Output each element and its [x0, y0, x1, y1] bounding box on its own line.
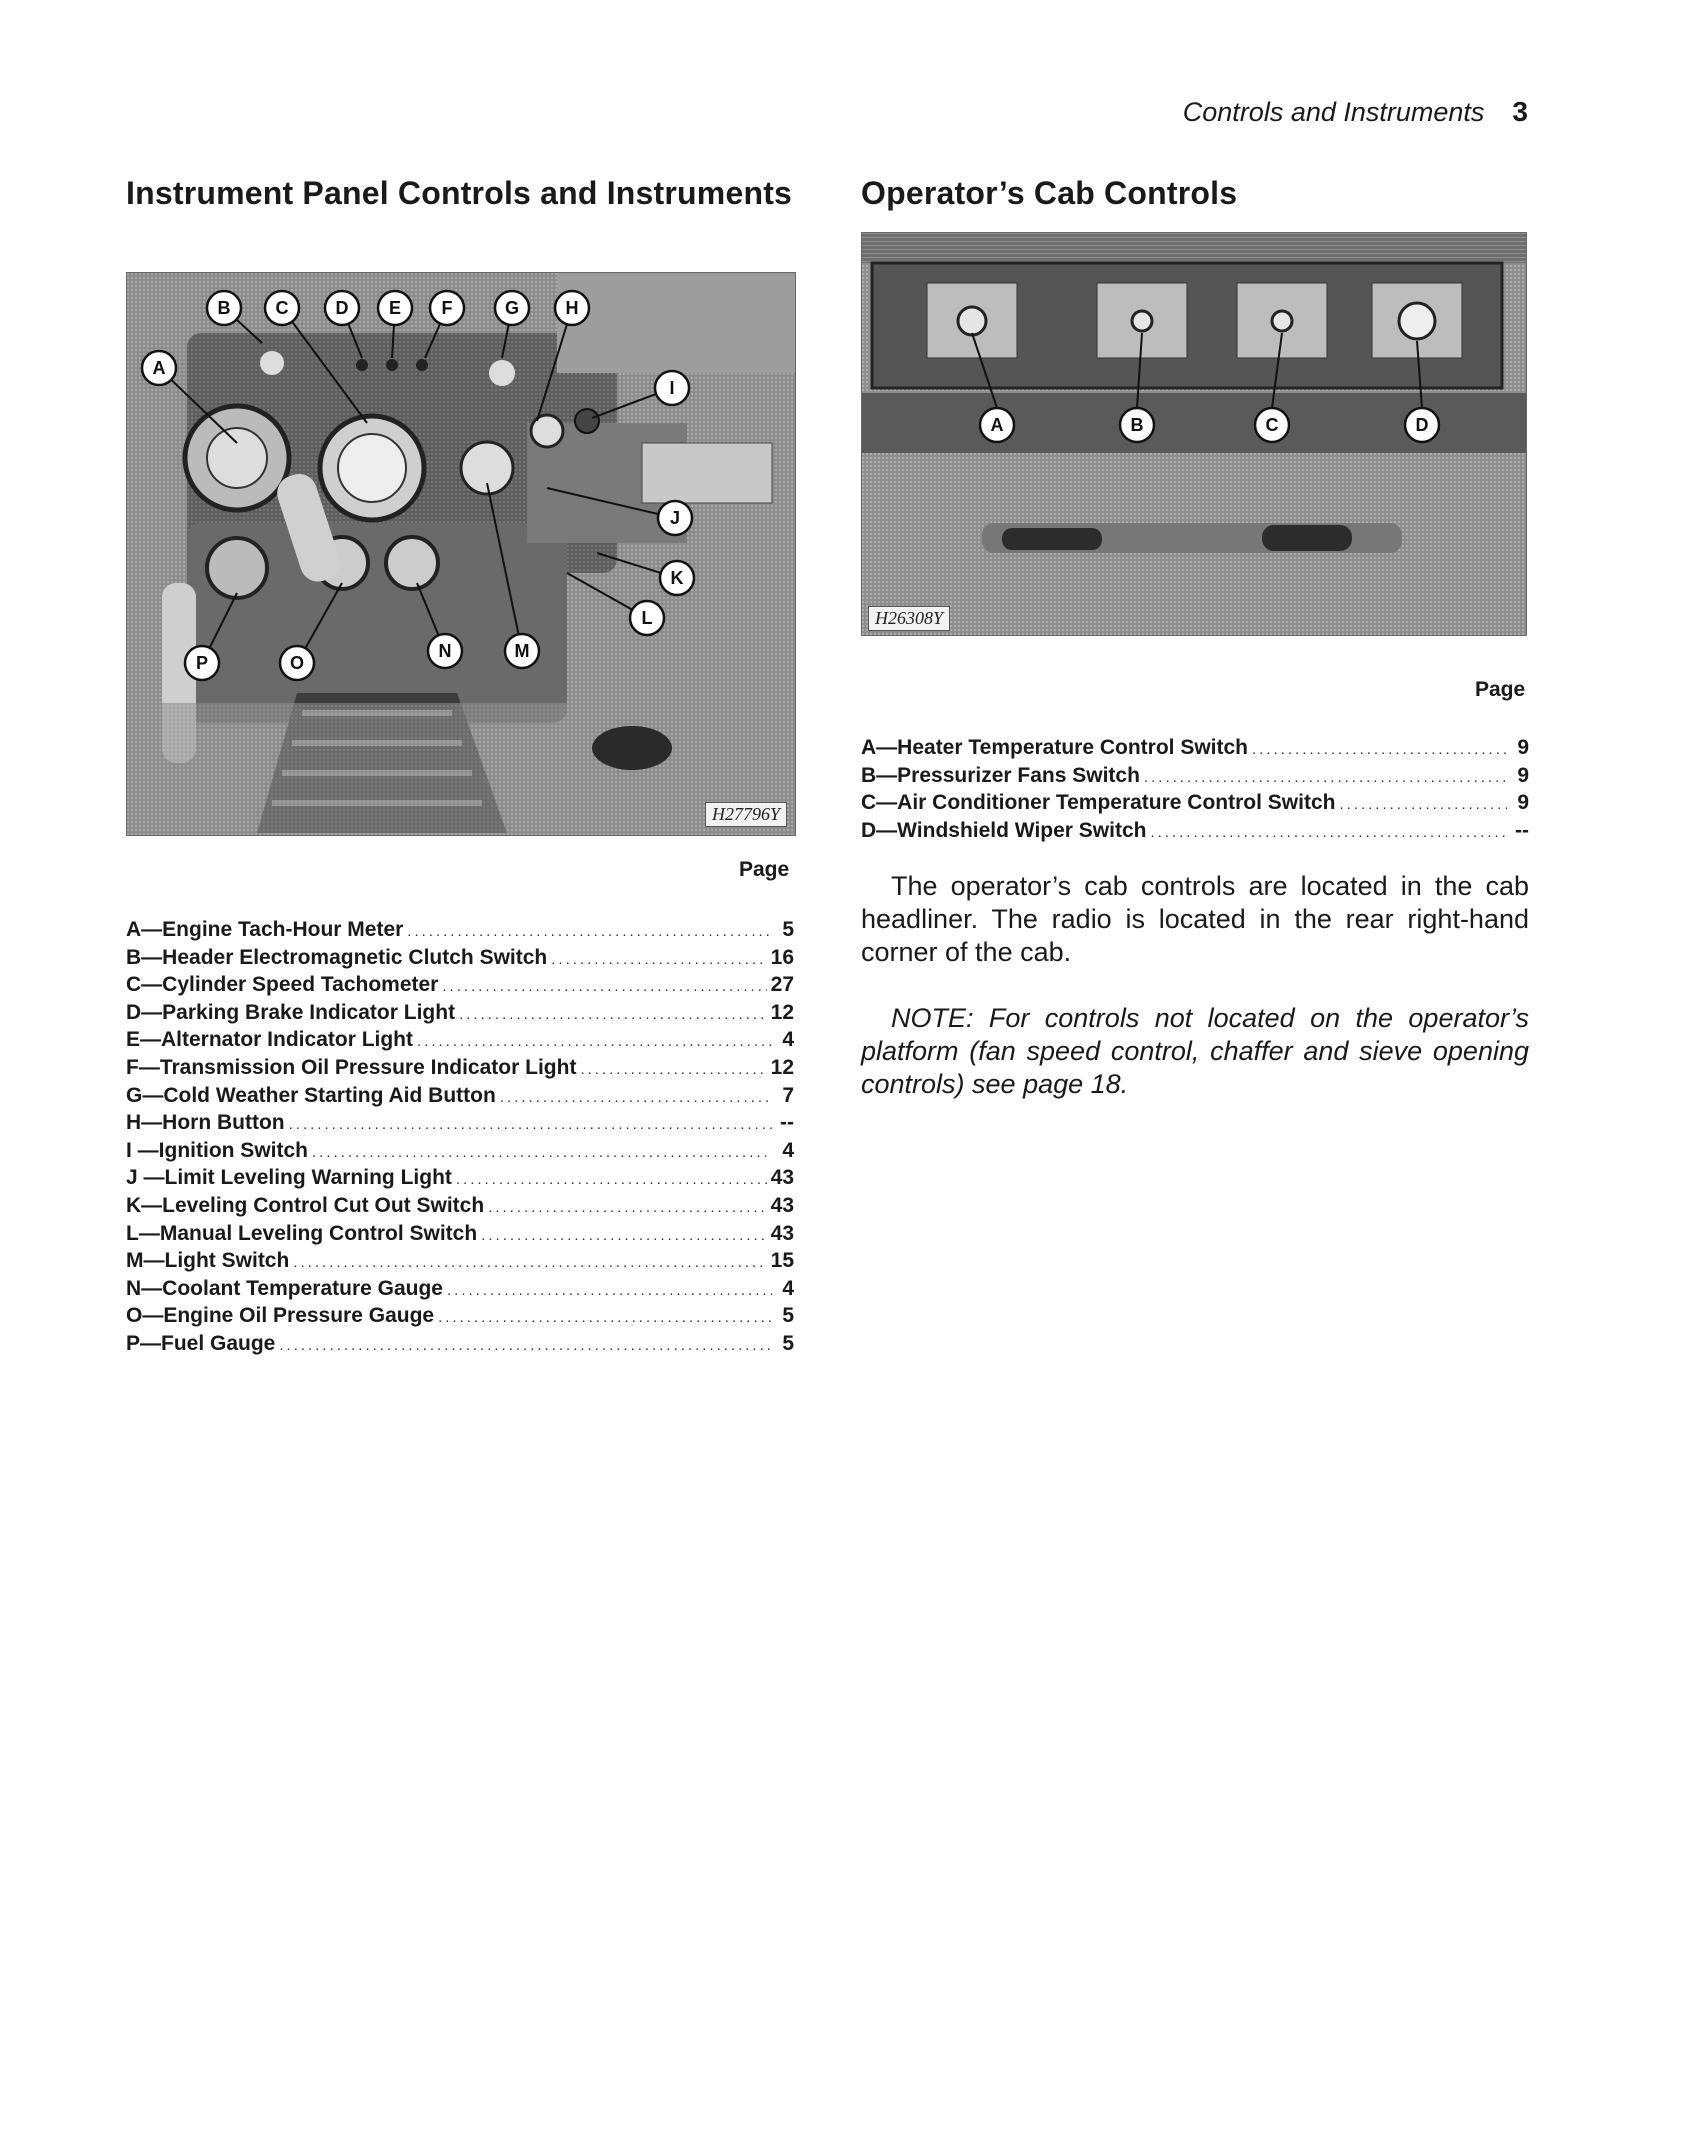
left-page-column-header: Page [739, 858, 790, 881]
callout-label: H [565, 298, 579, 318]
instrument-panel-photo [126, 272, 796, 836]
callout-label: D [335, 298, 349, 318]
left-column [126, 176, 796, 211]
list-item: N—Coolant Temperature Gauge ..... 4 [126, 1275, 794, 1303]
running-header [1183, 96, 1528, 128]
list-item: K—Leveling Control Cut Out Switch ..... 43 [126, 1192, 794, 1220]
figure-code: H27796Y [705, 802, 787, 827]
list-item: M—Light Switch ..... 15 [126, 1247, 794, 1275]
list-item: J —Limit Leveling Warning Light ..... 43 [126, 1164, 794, 1192]
list-item: E—Alternator Indicator Light ..... 4 [126, 1026, 794, 1054]
list-item: I —Ignition Switch ..... 4 [126, 1137, 794, 1165]
callout-label: C [1265, 415, 1279, 435]
list-item: C—Cylinder Speed Tachometer ..... 27 [126, 971, 794, 999]
list-item: D—Windshield Wiper Switch ..... -- [861, 817, 1529, 845]
callout-label: K [670, 568, 684, 588]
callout-label: B [217, 298, 231, 318]
section-title: Controls and Instruments [1182, 97, 1485, 127]
callout-label: E [388, 298, 402, 318]
note-paragraph: NOTE: For controls not located on the operator’s platform (fan speed control, chaffer and sieve opening controls) see page 18. [861, 1003, 1529, 1099]
callout-label: G [504, 298, 520, 318]
cab-controls-heading: Operator’s Cab Controls [861, 175, 1238, 211]
callout-label: L [641, 608, 653, 628]
page-number: 3 [1512, 96, 1528, 127]
list-item: D—Parking Brake Indicator Light ..... 12 [126, 999, 794, 1027]
list-item: G—Cold Weather Starting Aid Button ..... 7 [126, 1082, 794, 1110]
list-item: B—Header Electromagnetic Clutch Switch ..... 16 [126, 944, 794, 972]
callout-label: A [990, 415, 1004, 435]
callout-label: M [514, 641, 530, 661]
list-item: P—Fuel Gauge ..... 5 [126, 1330, 794, 1358]
cab-headliner-illustration [862, 233, 1526, 635]
instrument-panel-illustration [127, 273, 795, 835]
cab-controls-paragraph: The operator’s cab controls are located in the cab headliner. The radio is located in the rear right-hand corner of the cab. [861, 871, 1529, 967]
right-page-column-header: Page [1475, 678, 1526, 701]
callout-label: I [669, 378, 675, 398]
list-item: H—Horn Button ..... -- [126, 1109, 794, 1137]
callout-label: O [289, 653, 305, 673]
callout-label: C [275, 298, 289, 318]
instrument-panel-index [126, 916, 794, 1358]
right-column [861, 176, 1529, 211]
callout-label: F [441, 298, 453, 318]
list-item: B—Pressurizer Fans Switch ..... 9 [861, 762, 1529, 790]
cab-controls-photo [861, 232, 1527, 636]
list-item: A—Engine Tach-Hour Meter ..... 5 [126, 916, 794, 944]
figure-code: H26308Y [868, 606, 950, 631]
cab-controls-index [861, 734, 1529, 844]
callout-label: N [438, 641, 452, 661]
list-item: A—Heater Temperature Control Switch ..... 9 [861, 734, 1529, 762]
list-item: L—Manual Leveling Control Switch ..... 43 [126, 1220, 794, 1248]
callout-label: J [669, 508, 681, 528]
callout-label: B [1130, 415, 1144, 435]
callout-label: D [1415, 415, 1429, 435]
list-item: C—Air Conditioner Temperature Control Switch ..... 9 [861, 789, 1529, 817]
callout-label: P [195, 653, 209, 673]
instrument-panel-heading: Instrument Panel Controls and Instruments [126, 175, 793, 211]
list-item: O—Engine Oil Pressure Gauge ..... 5 [126, 1302, 794, 1330]
callout-label: A [152, 358, 166, 378]
list-item: F—Transmission Oil Pressure Indicator Light ..... 12 [126, 1054, 794, 1082]
